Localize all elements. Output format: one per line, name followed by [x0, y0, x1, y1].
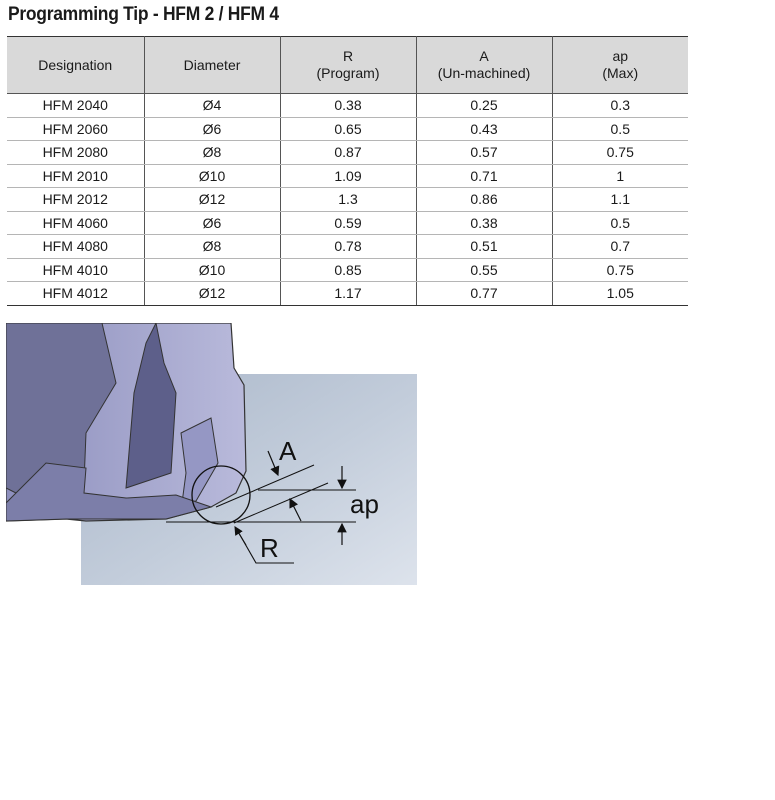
page-title: Programming Tip - HFM 2 / HFM 4 [8, 4, 279, 25]
table-cell: 0.7 [552, 235, 688, 259]
table-cell: 0.43 [416, 117, 552, 141]
table-cell: 0.85 [280, 258, 416, 282]
table-row [7, 282, 688, 306]
table-cell: Ø8 [144, 235, 280, 259]
table-row [7, 94, 688, 118]
table-row [7, 188, 688, 212]
table-cell: 0.59 [280, 211, 416, 235]
table-cell: Ø12 [144, 282, 280, 306]
header-a-unmachined: A (Un-machined) [416, 37, 552, 94]
programming-tip-diagram [6, 323, 418, 587]
table-cell: 1.1 [552, 188, 688, 212]
table-cell: 0.87 [280, 141, 416, 165]
table-cell: HFM 4080 [7, 235, 144, 259]
table-cell: 1.17 [280, 282, 416, 306]
table-cell: HFM 2010 [7, 164, 144, 188]
programming-tip-table [7, 36, 688, 306]
header-designation: Designation [7, 37, 144, 94]
header-diameter: Diameter [144, 37, 280, 94]
table-row [7, 117, 688, 141]
label-a: A [279, 436, 297, 466]
table-cell: 0.86 [416, 188, 552, 212]
table-cell: Ø6 [144, 211, 280, 235]
table-cell: Ø12 [144, 188, 280, 212]
table-cell: Ø10 [144, 164, 280, 188]
table-cell: 0.77 [416, 282, 552, 306]
table-cell: HFM 4010 [7, 258, 144, 282]
table-cell: HFM 4012 [7, 282, 144, 306]
table-cell: 0.55 [416, 258, 552, 282]
table-row [7, 211, 688, 235]
table-cell: 0.57 [416, 141, 552, 165]
table-body [7, 94, 688, 306]
table-cell: 1.09 [280, 164, 416, 188]
table-cell: 0.25 [416, 94, 552, 118]
table-cell: Ø4 [144, 94, 280, 118]
table-cell: HFM 2012 [7, 188, 144, 212]
table-cell: Ø8 [144, 141, 280, 165]
table-cell: 0.75 [552, 258, 688, 282]
table-cell: 1 [552, 164, 688, 188]
table-cell: Ø6 [144, 117, 280, 141]
table-cell: HFM 2060 [7, 117, 144, 141]
label-r: R [260, 533, 279, 563]
table-cell: 0.5 [552, 211, 688, 235]
table-cell: 0.3 [552, 94, 688, 118]
table-cell: 0.5 [552, 117, 688, 141]
table-row [7, 258, 688, 282]
header-ap-max: ap (Max) [552, 37, 688, 94]
table-cell: 0.65 [280, 117, 416, 141]
table-cell: HFM 4060 [7, 211, 144, 235]
table-cell: 0.78 [280, 235, 416, 259]
table-cell: HFM 2040 [7, 94, 144, 118]
table-cell: Ø10 [144, 258, 280, 282]
table-cell: 0.71 [416, 164, 552, 188]
table-cell: 0.38 [280, 94, 416, 118]
table-cell: 0.75 [552, 141, 688, 165]
table-row [7, 141, 688, 165]
table-cell: 0.51 [416, 235, 552, 259]
table-row [7, 235, 688, 259]
header-r-program: R (Program) [280, 37, 416, 94]
table-cell: 1.3 [280, 188, 416, 212]
table-header-row [7, 37, 688, 94]
label-ap: ap [350, 489, 379, 519]
table-cell: 1.05 [552, 282, 688, 306]
table-cell: HFM 2080 [7, 141, 144, 165]
table-cell: 0.38 [416, 211, 552, 235]
table-row [7, 164, 688, 188]
